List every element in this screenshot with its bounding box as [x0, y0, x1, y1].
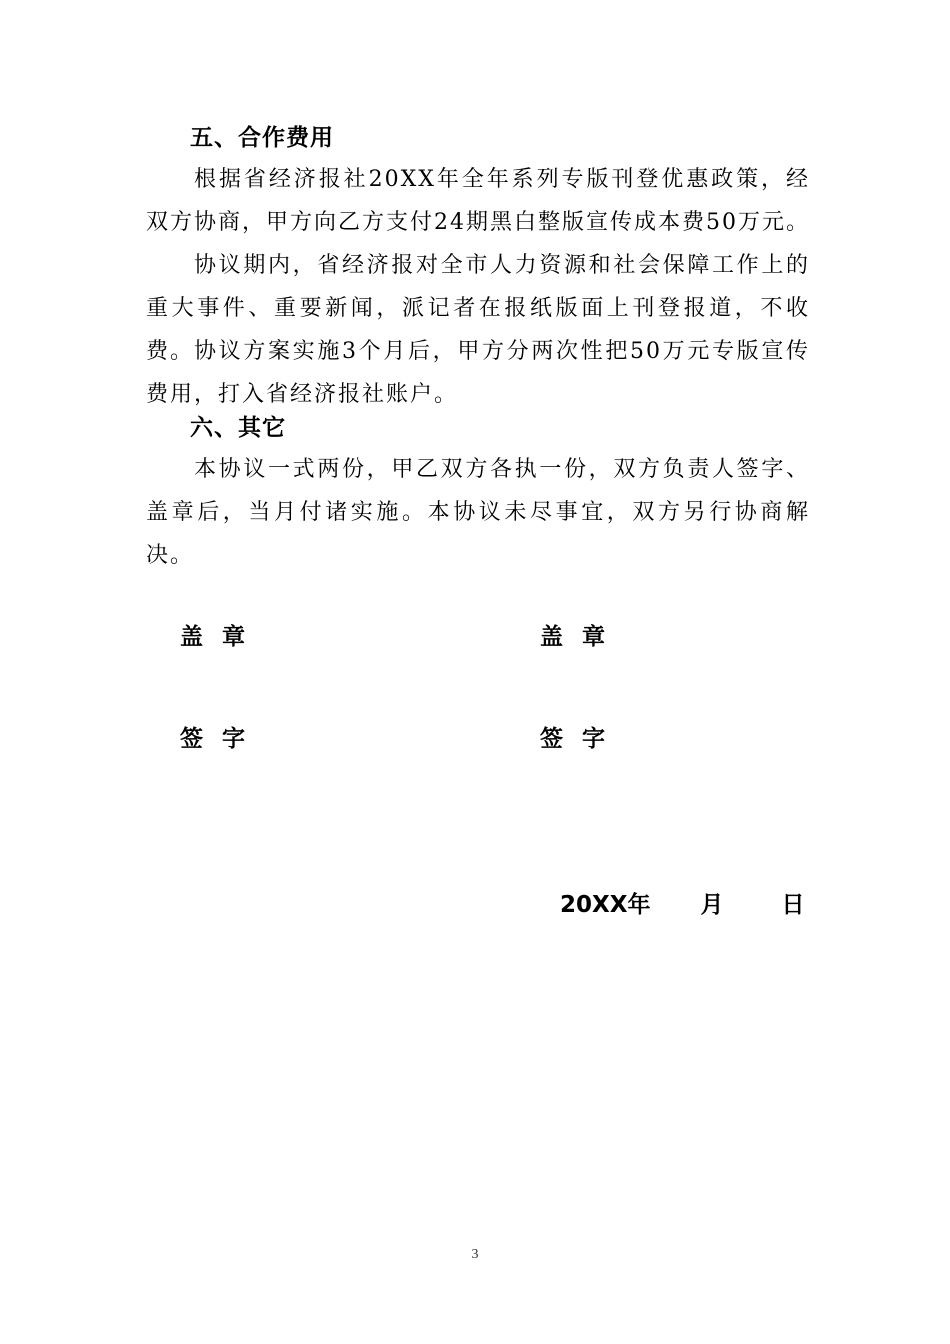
party-b-sign-label: 签 字	[540, 726, 607, 752]
section-5-heading: 五、合作费用	[190, 125, 334, 151]
section-5-paragraph-2: 协议期内，省经济报对全市人力资源和社会保障工作上的重大事件、重要新闻，派记者在报纸版面上刊登报道，不收费。	[146, 253, 810, 364]
date-year: 20XX年	[560, 892, 651, 918]
signing-date	[560, 890, 804, 920]
date-month: 月	[700, 892, 724, 918]
section-5-paragraph-3: 协议方案实施3个月后，甲方分两次性把50万元专版宣传费用，打入省经济报社账户。	[146, 339, 810, 407]
section-6-paragraph-1: 本协议一式两份，甲乙双方各执一份，双方负责人签字、盖章后，当月付诸实施。本协议未尽事宜，双方另行协商解决。	[146, 457, 810, 568]
party-b-seal-label: 盖 章	[540, 624, 607, 650]
page-number: 3	[471, 1247, 479, 1262]
party-a-sign-label: 签 字	[180, 726, 247, 752]
section-6-heading: 六、其它	[190, 415, 286, 441]
party-a-seal-label: 盖 章	[180, 624, 247, 650]
section-5-paragraph-1: 根据省经济报社20XX年全年系列专版刊登优惠政策，经双方协商，甲方向乙方支付24期黑白整版宣传成本费50万元。	[146, 167, 810, 235]
date-day: 日	[781, 892, 805, 918]
